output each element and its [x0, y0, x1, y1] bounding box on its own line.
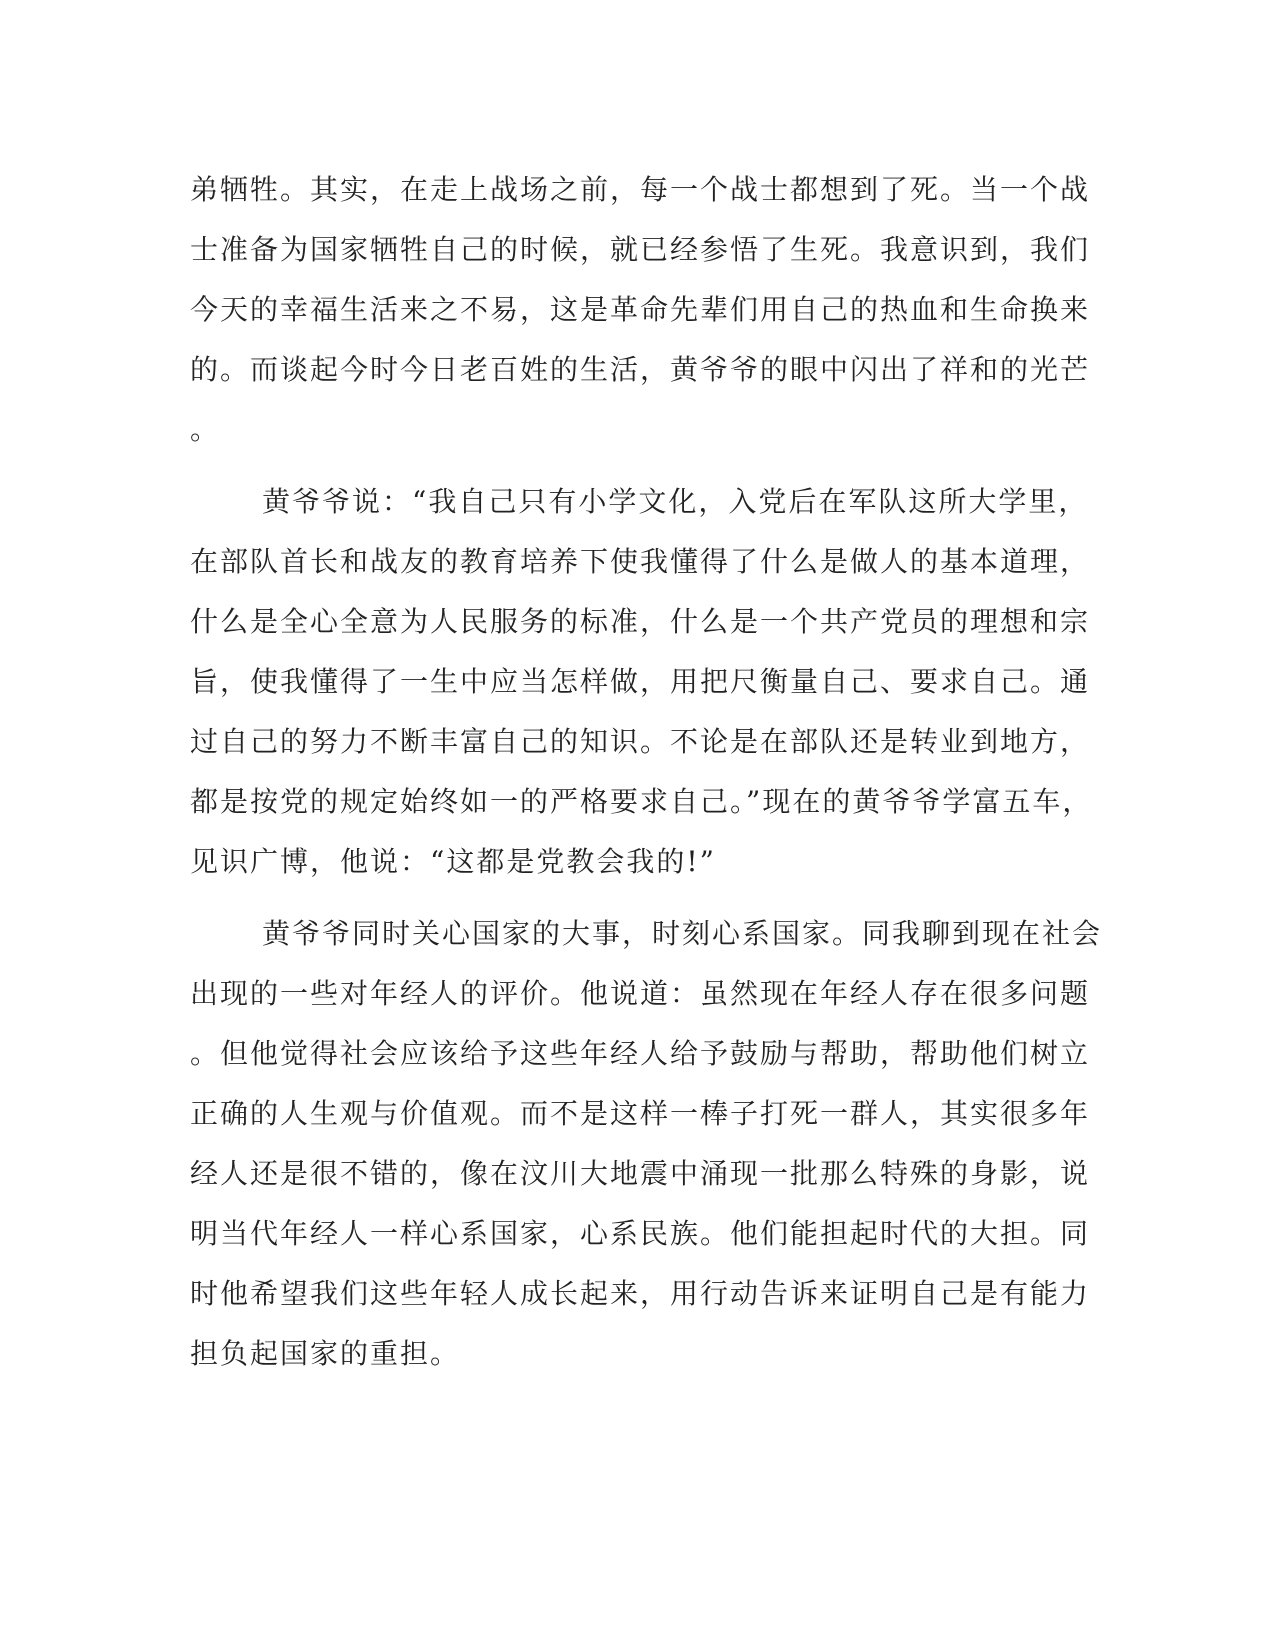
text-line: 旨，使我懂得了一生中应当怎样做，用把尺衡量自己、要求自己。通 — [190, 665, 1091, 698]
text-line: 士准备为国家牺牲自己的时候，就已经参悟了生死。我意识到，我们 — [190, 233, 1091, 266]
text-line: 出现的一些对年经人的评价。他说道：虽然现在年经人存在很多问题 — [190, 977, 1091, 1010]
text-line: 都是按党的规定始终如一的严格要求自己。”现在的黄爷爷学富五车， — [190, 785, 1093, 818]
text-line: 黄爷爷说：“我自己只有小学文化，入党后在军队这所大学里， — [262, 485, 1089, 518]
text-line: 正确的人生观与价值观。而不是这样一棒子打死一群人，其实很多年 — [190, 1097, 1091, 1130]
text-line: 今天的幸福生活来之不易，这是革命先辈们用自己的热血和生命换来 — [190, 293, 1091, 326]
text-line: 担负起国家的重担。 — [190, 1337, 461, 1370]
document-body — [190, 160, 1103, 1384]
text-line: 黄爷爷同时关心国家的大事，时刻心系国家。同我聊到现在社会 — [262, 917, 1103, 950]
text-line: 。 — [190, 413, 221, 446]
text-line: 见识广博，他说：“这都是党教会我的!” — [190, 845, 716, 878]
text-line: 在部队首长和战友的教育培养下使我懂得了什么是做人的基本道理， — [190, 545, 1091, 578]
paragraph-3 — [190, 904, 1103, 1384]
text-line: 过自己的努力不断丰富自己的知识。不论是在部队还是转业到地方， — [190, 725, 1091, 758]
paragraph-1 — [190, 160, 1091, 460]
text-line: 经人还是很不错的，像在汶川大地震中涌现一批那么特殊的身影，说 — [190, 1157, 1091, 1190]
text-line: 时他希望我们这些年轻人成长起来，用行动告诉来证明自己是有能力 — [190, 1277, 1091, 1310]
text-line: 什么是全心全意为人民服务的标准，什么是一个共产党员的理想和宗 — [190, 605, 1091, 638]
paragraph-2 — [190, 472, 1093, 892]
text-line: 。但他觉得社会应该给予这些年经人给予鼓励与帮助，帮助他们树立 — [190, 1037, 1091, 1070]
text-line: 弟牺牲。其实，在走上战场之前，每一个战士都想到了死。当一个战 — [190, 173, 1091, 206]
text-line: 的。而谈起今时今日老百姓的生活，黄爷爷的眼中闪出了祥和的光芒 — [190, 353, 1091, 386]
text-line: 明当代年经人一样心系国家，心系民族。他们能担起时代的大担。同 — [190, 1217, 1091, 1250]
